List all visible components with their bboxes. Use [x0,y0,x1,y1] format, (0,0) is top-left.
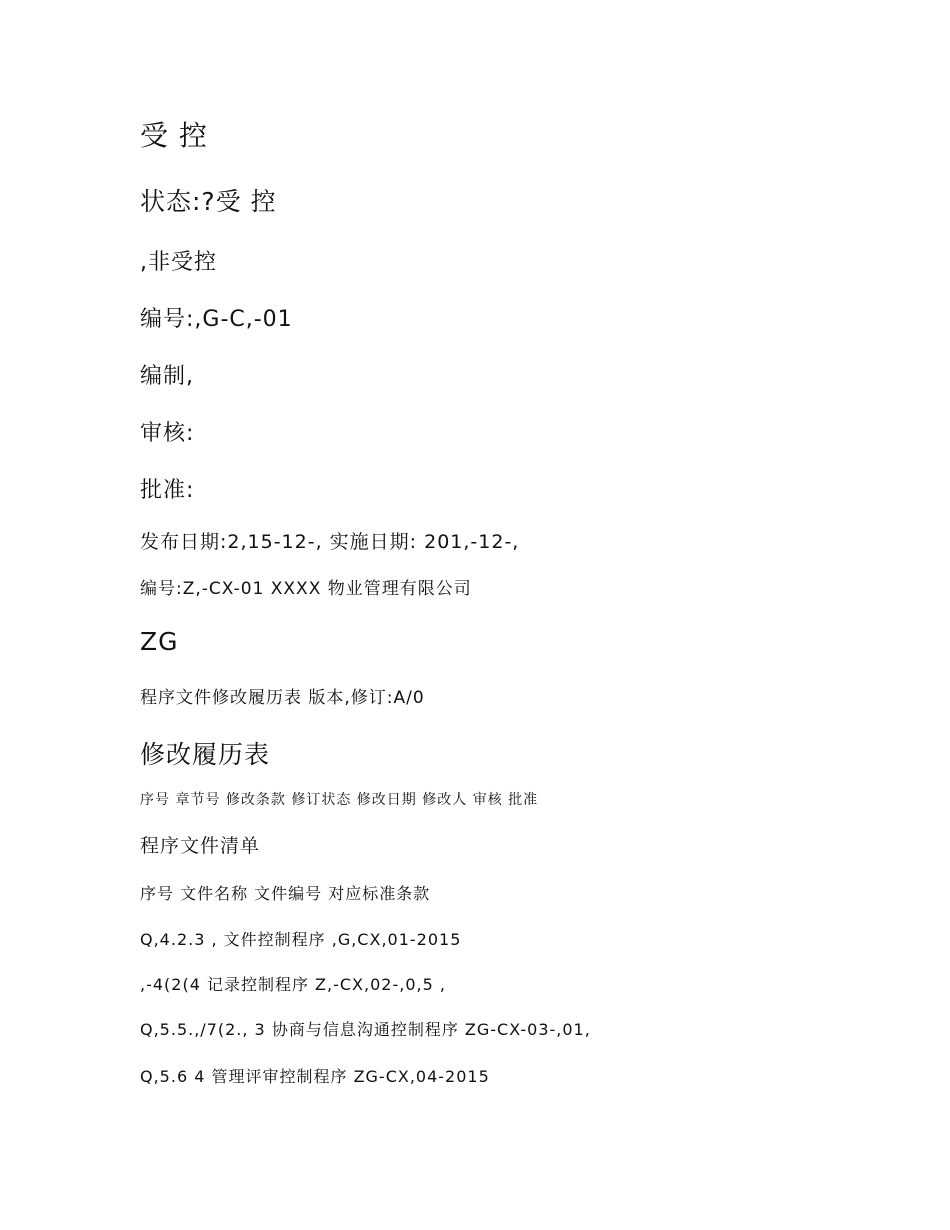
reviewed-by: 审核: [140,421,195,446]
list-row: ,-4(2(4 记录控制程序 Z,-CX,02-,0,5 , [140,975,446,994]
prepared-by: 编制, [140,364,194,389]
company-line: 编号:Z,-CX-01 XXXX 物业管理有限公司 [140,579,472,599]
revision-columns: 序号 章节号 修改条款 修订状态 修改日期 修改人 审核 批准 [140,792,539,808]
uncontrolled-line: ,非受控 [140,250,217,275]
dates-line: 发布日期:2,15-12-, 实施日期: 201,-12-, [140,531,520,553]
document-number: 编号:,G-C,-01 [140,307,293,332]
approved-by: 批准: [140,478,195,503]
list-row: Q,5.5.,/7(2., 3 协商与信息沟通控制程序 ZG-CX-03-,01, [140,1020,591,1039]
list-row: Q,4.2.3 , 文件控制程序 ,G,CX,01-2015 [140,930,462,949]
list-columns: 序号 文件名称 文件编号 对应标准条款 [140,884,431,903]
controlled-title: 受 控 [140,119,208,152]
revision-title: 修改履历表 [140,740,271,769]
status-line: 状态:?受 控 [140,187,277,216]
logo-text: ZG [140,627,179,656]
list-title: 程序文件清单 [140,835,261,857]
revision-header: 程序文件修改履历表 版本,修订:A/0 [140,688,425,708]
list-row: Q,5.6 4 管理评审控制程序 ZG-CX,04-2015 [140,1067,490,1086]
